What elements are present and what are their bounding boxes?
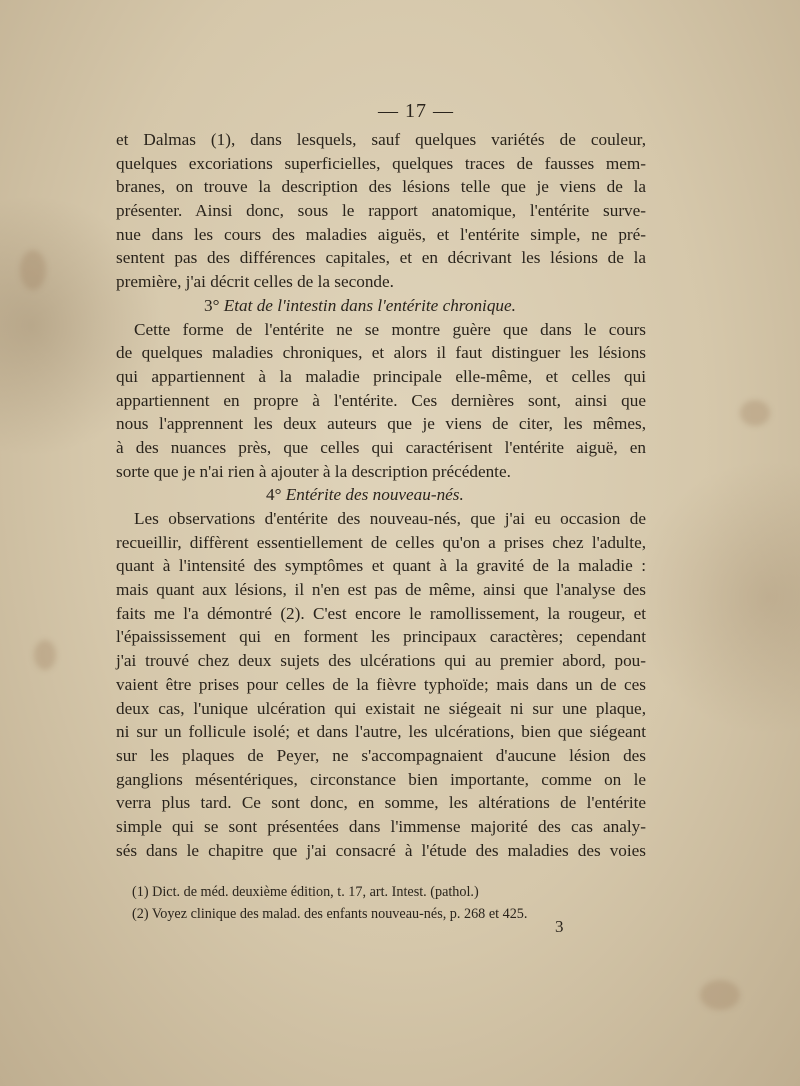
heading-number: 3° [204, 295, 220, 315]
text-line: première, j'ai décrit celles de la seconde. [116, 272, 394, 292]
text-line: et Dalmas (1), dans lesquels, sauf quelques variétés de couleur, [116, 130, 646, 149]
heading-number: 4° [266, 485, 282, 505]
text-line: présenter. Ainsi donc, sous le rapport anatomique, l'entérite surve- [116, 201, 646, 221]
stain [740, 400, 770, 426]
text-line: vaient être prises pour celles de la fièvre typhoïde; mais dans un de ces [116, 674, 646, 694]
text-line: appartiennent en propre à l'entérite. Ces dernières sont, ainsi que [116, 390, 646, 410]
text-line: sés dans le chapitre que j'ai consacré à l'étude des maladies des voies [116, 840, 646, 860]
text-line: j'ai trouvé chez deux sujets des ulcérations qui au premier abord, pou- [116, 651, 646, 671]
text-line: ni sur un follicule isolé; et dans l'autre, les ulcérations, bien que siégeant [116, 722, 646, 742]
text-line: ganglions mésentériques, circonstance bien importante, comme on le [116, 769, 646, 789]
text-line: Les observations d'entérite des nouveau-nés, que j'ai eu occasion de [134, 509, 646, 528]
text-line: sur les plaques de Peyer, ne s'accompagnaient d'aucune lésion des [116, 745, 646, 765]
text-line: quelques excoriations superficielles, quelques traces de fausses mem- [116, 153, 646, 173]
text-line: recueillir, diffèrent essentiellement de celles qu'on a prises chez l'adulte, [116, 532, 646, 552]
page-number: — 17 — [378, 100, 454, 122]
body-text [116, 128, 646, 862]
text-line: nous l'apprennent les deux auteurs que je viens de citer, les mêmes, [116, 414, 646, 434]
stain [34, 640, 56, 670]
stain [700, 980, 740, 1010]
text-line: branes, on trouve la description des lésions telle que je viens de la [116, 177, 646, 197]
footnote: (2) Voyez clinique des malad. des enfants nouveau-nés, p. 268 et 425. [132, 906, 528, 922]
text-line: nue dans les cours des maladies aiguës, et l'entérite simple, ne pré- [116, 224, 646, 244]
text-line: de quelques maladies chroniques, et alors il faut distinguer les lésions [116, 343, 646, 363]
stain [20, 250, 46, 290]
text-line: qui appartiennent à la maladie principale elle-même, et celles qui [116, 366, 646, 386]
signature-mark: 3 [555, 917, 564, 936]
footnotes [132, 881, 572, 925]
heading-title: Etat de l'intestin dans l'entérite chronique. [223, 295, 516, 315]
text-line: à des nuances près, que celles qui caractérisent l'entérite aiguë, en [116, 437, 646, 457]
text-line: sentent pas des différences capitales, et en décrivant les lésions de la [116, 248, 646, 268]
text-line: deux cas, l'unique ulcération qui existait ne siégeait ni sur une plaque, [116, 698, 646, 718]
text-line: l'épaississement qui en forment les principaux caractères; cependant [116, 627, 646, 647]
heading-title: Entérite des nouveau-nés. [285, 485, 464, 505]
text-line: faits me l'a démontré (2). C'est encore le ramollissement, la rougeur, et [116, 603, 646, 623]
footnote: (1) Dict. de méd. deuxième édition, t. 17, art. Intest. (pathol.) [132, 884, 479, 900]
section-heading-3 [116, 294, 646, 318]
text-line: sorte que je n'ai rien à ajouter à la description précédente. [116, 461, 511, 481]
text-line: mais quant aux lésions, il n'en est pas de même, ainsi que l'analyse des [116, 580, 646, 600]
text-line: quant à l'intensité des symptômes et quant à la gravité de la maladie : [116, 556, 646, 576]
text-line: verra plus tard. Ce sont donc, en somme, les altérations de l'entérite [116, 793, 646, 813]
text-line: simple qui se sont présentées dans l'immense majorité des cas analy- [116, 816, 646, 836]
text-line: Cette forme de l'entérite ne se montre guère que dans le cours [134, 319, 646, 339]
section-heading-4 [116, 483, 646, 507]
